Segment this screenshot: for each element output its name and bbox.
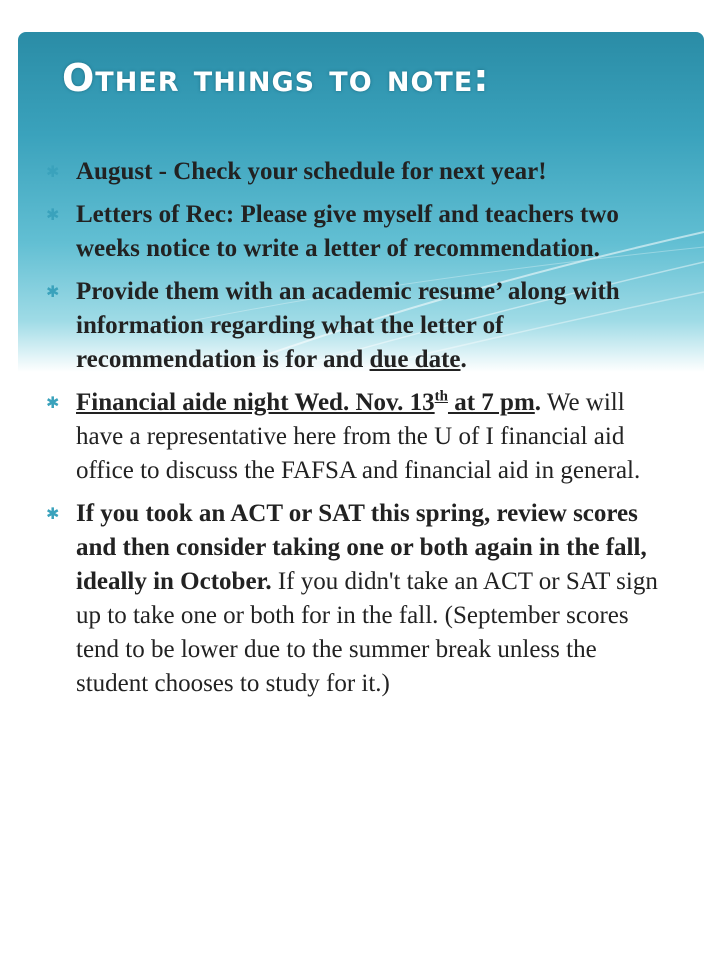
bullet-detail-text: If you didn't take an ACT or SAT sign up to take one or both for in the fall. (September scores tend to be lower due to the summer break unless the student chooses to study for it.) [76,568,658,697]
asterisk-bullet-icon: ✱ [46,504,60,523]
bullet-item [46,275,666,377]
bullet-text: Provide them with an academic resume’ along with information regarding what the letter of recommendation is for and [76,278,620,373]
asterisk-bullet-icon: ✱ [46,393,60,412]
asterisk-bullet-icon: ✱ [46,282,60,301]
bullet-list [46,155,666,710]
bullet-period: . [534,389,542,416]
bullet-text-end: . [460,346,467,373]
bullet-text: August - Check your schedule for next year! [76,158,547,185]
bullet-item [46,497,666,701]
bullet-text: If you took an ACT or SAT this spring, review scores and then consider taking one or both again in the fall, ideally in October. [76,500,647,595]
bullet-item [46,386,666,488]
bullet-detail-text: We will have a representative here from the U of I financial aid office to discuss the FAFSA and financial aid in general. [76,389,641,484]
financial-aid-night-text: Financial aide night Wed. Nov. 13 [76,389,435,416]
asterisk-bullet-icon: ✱ [46,162,60,181]
bullet-text: Letters of Rec: Please give myself and teachers two weeks notice to write a letter of recommendation. [76,201,619,262]
due-date-text: due date [369,346,461,373]
slide-title: Other things to note: [62,56,490,100]
bullet-item [46,155,666,189]
event-time-text: at 7 pm [447,389,535,416]
asterisk-bullet-icon: ✱ [46,205,60,224]
date-ordinal-suffix: th [434,388,448,405]
bullet-item [46,198,666,266]
